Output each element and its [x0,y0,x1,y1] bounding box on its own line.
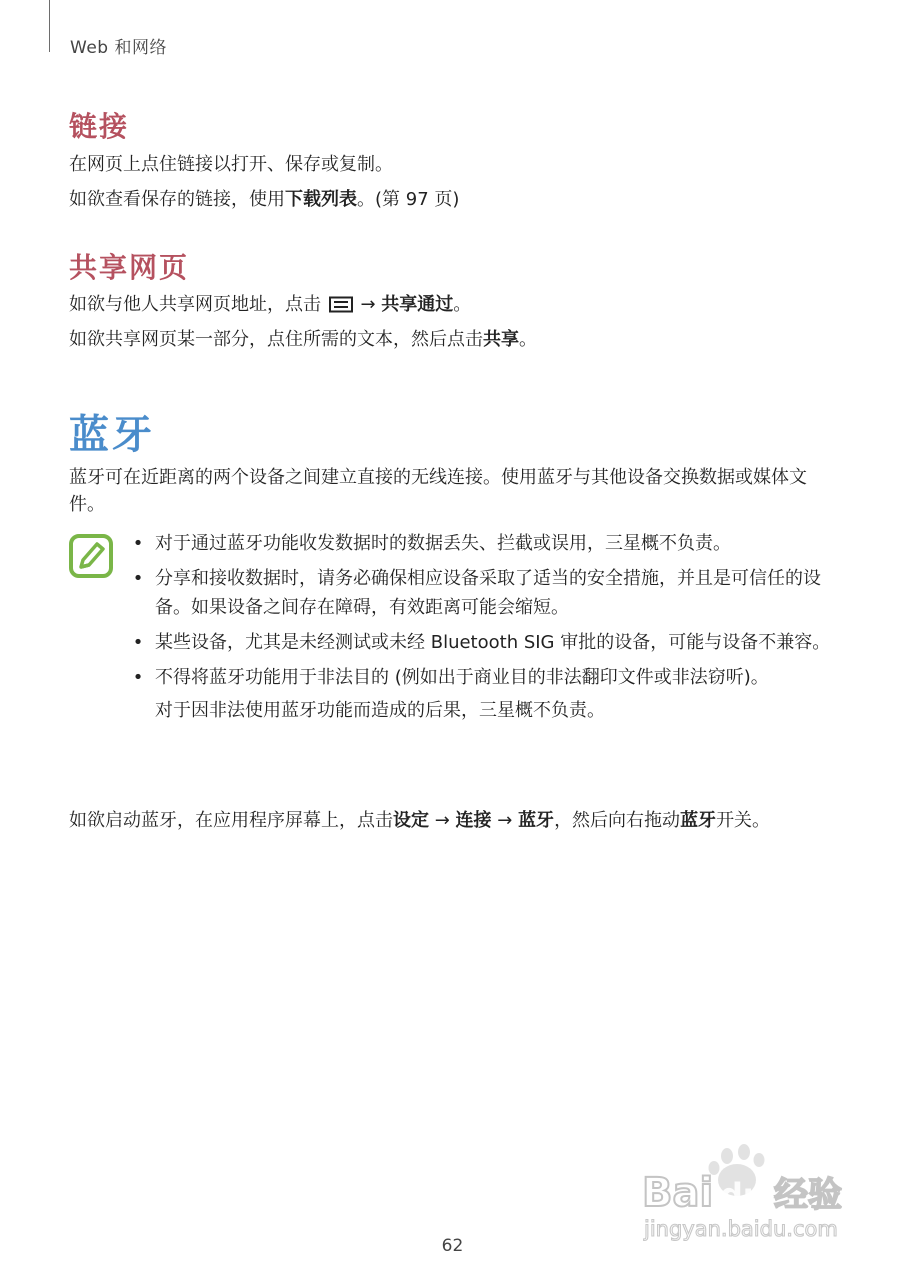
links-text-before: 如欲查看保存的链接，使用 [69,189,285,210]
links-paragraph-2 [69,186,459,213]
enable-arrow-1: → [429,810,456,831]
note-pencil-icon [69,534,113,578]
note-extra-text: 对于因非法使用蓝牙功能而造成的后果，三星概不负责。 [155,700,605,721]
enable-arrow-2: → [491,810,519,831]
watermark-url: jingyan.baidu.com [644,1217,838,1241]
bluetooth-enable-instructions [69,807,841,834]
links-paragraph-1: 在网页上点住链接以打开、保存或复制。 [69,154,393,175]
note-text: 某些设备，尤其是未经测试或未经 Bluetooth SIG 审批的设备，可能与设备不兼容。 [155,632,831,653]
enable-text-after: 开关。 [716,810,771,831]
list-item [131,529,841,558]
share-arrow: → [360,294,376,315]
note-text: 分享和接收数据时，请务必确保相应设备采取了适当的安全措施，并且是可信任的设备。如果设备之间存在障碍，有效距离可能会缩短。 [155,568,821,618]
note-text: 对于通过蓝牙功能收发数据时的数据丢失、拦截或误用，三星概不负责。 [155,533,731,554]
bullet-mark: • [132,667,144,688]
download-list-label: 下载列表 [285,189,357,210]
running-header: Web 和网络 [70,38,167,58]
section-title-bluetooth: 蓝牙 [69,412,155,458]
watermark-logo-text: Bai [642,1170,714,1216]
baidu-jingyan-watermark [636,1142,861,1242]
menu-key-icon [329,296,353,313]
share-text-before-2: 如欲共享网页某一部分，点住所需的文本，然后点击 [69,329,483,350]
share-text-before: 如欲与他人共享网页地址，点击 [69,294,321,315]
watermark-paw-text: du [720,1176,766,1214]
list-item [131,663,841,725]
note-text: 不得将蓝牙功能用于非法目的 (例如出于商业目的非法翻印文件或非法窃听)。 [155,667,769,688]
bullet-mark: • [132,533,144,554]
bullet-mark: • [132,568,144,589]
enable-text-before: 如欲启动蓝牙，在应用程序屏幕上，点击 [69,810,393,831]
list-item [131,628,841,657]
bullet-mark: • [132,632,144,653]
page-number: 62 [441,1236,464,1256]
bluetooth-notes-list [131,529,841,731]
list-item [131,564,841,622]
settings-label: 设定 [393,810,429,831]
bluetooth-switch-label: 蓝牙 [680,810,717,831]
share-label: 共享 [483,329,519,350]
connections-label: 连接 [455,810,492,831]
share-via-label: 共享通过 [381,294,454,315]
links-text-after: 。(第 97 页) [357,189,460,210]
share-paragraph-1 [69,291,471,318]
section-title-share: 共享网页 [69,251,190,284]
page-margin-rule [49,0,50,52]
bluetooth-intro: 蓝牙可在近距离的两个设备之间建立直接的无线连接。使用蓝牙与其他设备交换数据或媒体文件。 [69,467,807,515]
share-text-after-2: 。 [519,329,537,350]
enable-text-middle: ，然后向右拖动 [554,810,681,831]
share-text-after: 。 [453,294,472,315]
section-title-links: 链接 [69,110,130,143]
share-paragraph-2 [69,326,537,353]
bluetooth-menu-label: 蓝牙 [518,810,555,831]
watermark-suffix-text: 经验 [774,1175,842,1215]
